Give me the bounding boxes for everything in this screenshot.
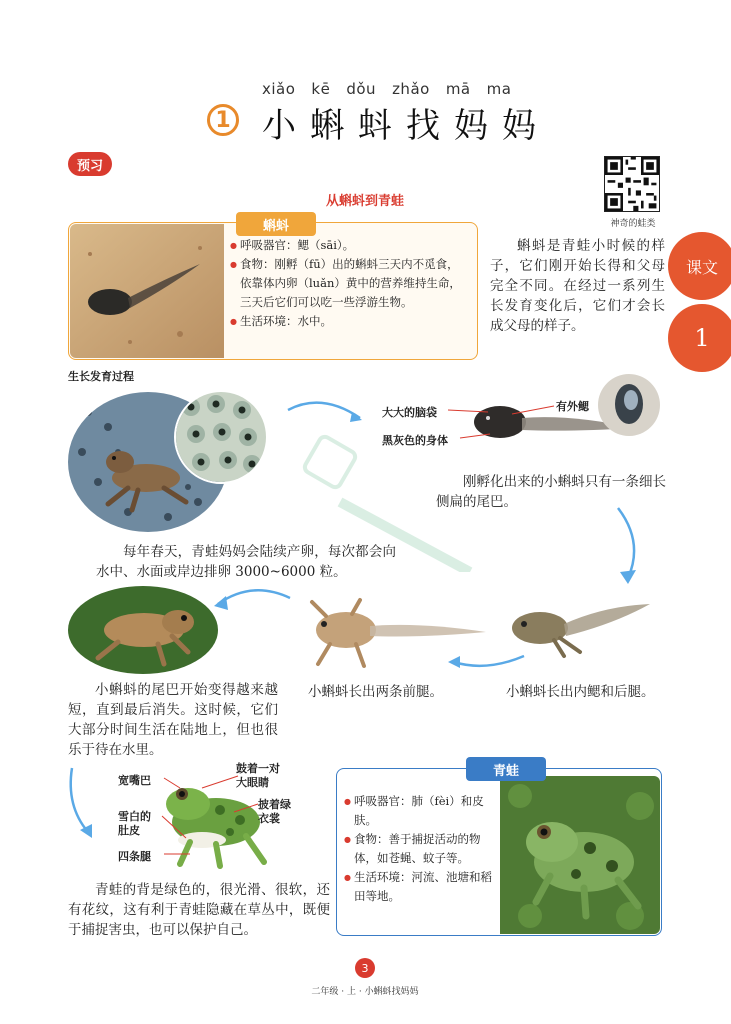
egg-closeup-photo [174,390,268,484]
hatch-paragraph: 刚孵化出来的小蝌蚪只有一条细长侧扁的尾巴。 [436,474,666,510]
fact-item: ● 生活环境：河流、池塘和稻田等地。 [344,868,494,906]
label-eyes: 鼓着一对大眼睛 [236,762,280,789]
growth-title: 生长发育过程 [68,370,134,383]
growth-arrow-icon [68,766,98,840]
fact-item: ● 食物：刚孵（fū）出的蝌蚪三天内不觅食，依靠体内卵（luǎn）黄中的营养维持生命，三天后它们可以吃一些浮游生物。 [230,255,470,312]
tadpole-facts [230,236,470,331]
intro-paragraph: 蝌蚪是青蛙小时候的样子，它们刚开始长得和父母完全不同。在经过一系列生长发育变化后，它们才会长成父母的样子。 [490,238,665,334]
pinyin-syllable: zhǎo [392,80,430,98]
label-leaders [448,400,608,450]
label-legs: 四条腿 [118,850,151,863]
qr-code[interactable] [604,156,660,212]
pinyin-syllable: mā [445,80,471,98]
page-title: 小蝌蚪找妈妈 [262,106,550,146]
side-tab-number[interactable]: 1 [668,304,731,372]
growth-arrow-icon [446,654,526,676]
pinyin-syllable: dǒu [346,80,377,98]
growth-arrow-icon [212,584,292,614]
fact-item: ● 呼吸器官：肺（fèi）和皮肤。 [344,792,494,830]
label-body: 黑灰色的身体 [382,434,448,447]
eggs-paragraph: 每年春天，青蛙妈妈会陆续产卵，每次都会向水中、水面或岸边排卵 3000~6000 粒。 [96,544,396,580]
label-belly: 雪白的肚皮 [118,810,151,837]
page-footer: 二年级 · 上 · 小蝌蚪找妈妈 [311,987,419,997]
label-mouth: 宽嘴巴 [118,774,151,787]
growth-arrow-icon [286,396,366,426]
title-pinyin [262,80,562,98]
tail-paragraph: 小蝌蚪的尾巴开始变得越来越短，直到最后消失。这时候，它们大部分时间生活在陆地上，但也很乐于待在水里。 [68,682,278,758]
lesson-number: 1 [207,104,239,136]
frog-card-tab: 青蛙 [466,757,546,781]
frog-label-leaders [150,768,270,868]
frog-facts [344,792,494,906]
qr-code-icon [605,157,659,211]
fact-item: ● 食物：善于捕捉活动的物体，如苍蝇、蚊子等。 [344,830,494,868]
pinyin-syllable: xiǎo [262,80,296,98]
tadpole-back-legs-image [504,596,654,660]
section-title: 从蝌蚪到青蛙 [325,194,404,209]
frog-photo [500,776,660,934]
label-head: 大大的脑袋 [382,406,437,419]
label-coat: 披着绿衣裳 [258,798,291,825]
pinyin-syllable: kē [311,80,331,98]
label-gills: 有外鳃 [556,400,589,413]
frog-paragraph: 青蛙的背是绿色的，很光滑、很软，还有花纹，这有利于青蛙隐藏在草丛中，既便于捕捉害虫，也可以保护自己。 [68,882,330,938]
froglet-photo [68,586,218,674]
page-number: 3 [355,958,375,978]
qr-label: 神奇的蛙类 [610,219,656,229]
fact-item: ● 生活环境：水中。 [230,312,470,331]
tadpole-card-tab: 蝌蚪 [236,212,316,236]
tadpole-photo [70,224,224,358]
caption-back-legs: 小蝌蚪长出内鳃和后腿。 [506,684,655,700]
fact-item: ● 呼吸器官：鳃（sāi）。 [230,236,470,255]
preview-badge: 预习 [68,152,112,176]
growth-arrow-icon [616,506,646,586]
side-tab-label[interactable]: 课文 [668,232,731,300]
pinyin-syllable: ma [486,80,512,98]
caption-front-legs: 小蝌蚪长出两条前腿。 [308,684,443,700]
